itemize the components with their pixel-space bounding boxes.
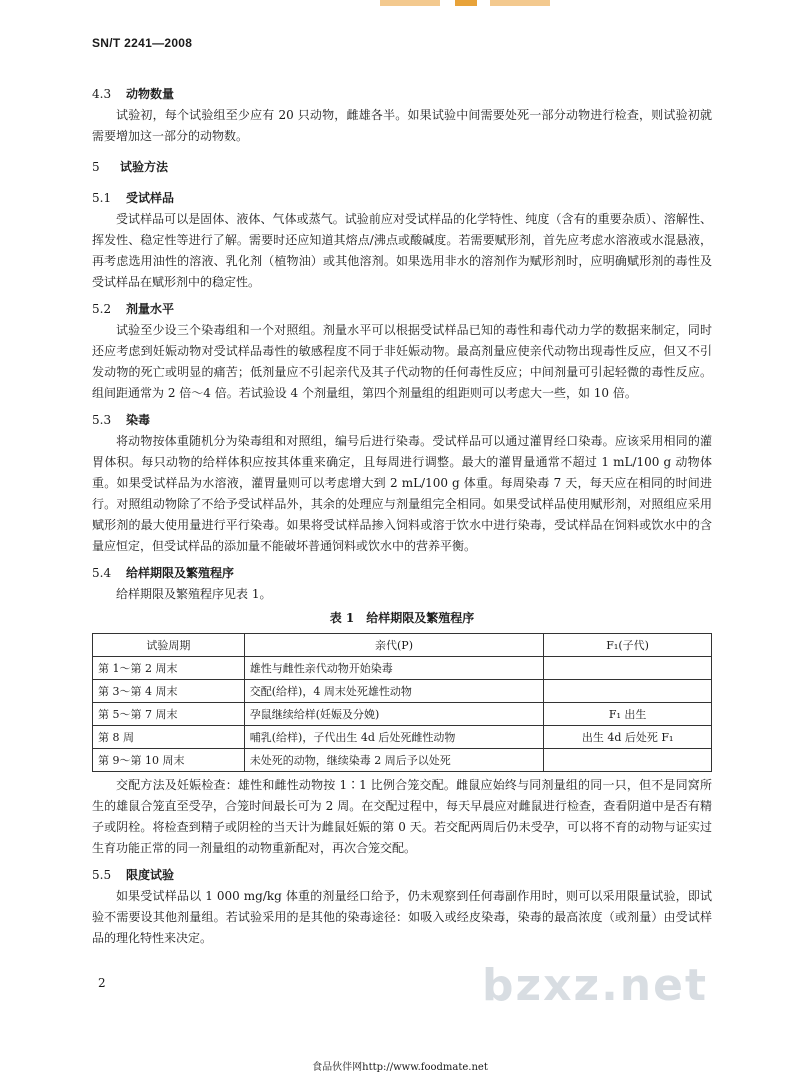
table-cell: [544, 680, 712, 703]
table-cell: 哺乳(给样)，子代出生 4d 后处死雌性动物: [244, 726, 543, 749]
heading-title: 给样期限及繁殖程序: [126, 566, 235, 580]
heading-5-3: [92, 410, 712, 431]
table-cell: 第 9～第 10 周末: [93, 749, 245, 772]
table-cell: 第 8 周: [93, 726, 245, 749]
table-cell: [544, 749, 712, 772]
heading-title: 剂量水平: [126, 302, 175, 316]
page-footer: 食品伙伴网http://www.foodmate.net: [312, 1062, 488, 1073]
table-row: [93, 726, 712, 749]
paragraph: 试验初，每个试验组至少应有 20 只动物，雌雄各半。如果试验中间需要处死一部分动物进行检查，则试验初就需要增加这一部分的动物数。: [92, 108, 712, 143]
table-header-cell: 亲代(P): [244, 634, 543, 657]
table-cell: 交配(给样)，4 周末处死雄性动物: [244, 680, 543, 703]
heading-5: [92, 157, 712, 178]
table-caption: 表 1 给样期限及繁殖程序: [329, 611, 475, 625]
table-cell: 第 1～第 2 周末: [93, 657, 245, 680]
document-id: SN/T 2241—2008: [92, 36, 193, 50]
table-row: [93, 749, 712, 772]
table-cell: 雄性与雌性亲代动物开始染毒: [244, 657, 543, 680]
watermark: bzxz.net: [482, 960, 709, 1011]
table-cell: 未处死的动物，继续染毒 2 周后予以处死: [244, 749, 543, 772]
page-body: [92, 84, 712, 949]
table-row: [93, 703, 712, 726]
heading-5-5: [92, 865, 712, 886]
heading-title: 限度试验: [126, 868, 175, 882]
paragraph: 给样期限及繁殖程序见表 1。: [116, 587, 272, 601]
heading-number: 5.1: [92, 191, 112, 205]
heading-number: 5.5: [92, 868, 112, 882]
heading-5-1: [92, 188, 712, 209]
table-cell: 第 3～第 4 周末: [93, 680, 245, 703]
top-color-bar: [380, 0, 550, 6]
table-cell: 出生 4d 后处死 F₁: [544, 726, 712, 749]
paragraph: 受试样品可以是固体、液体、气体或蒸气。试验前应对受试样品的化学特性、纯度（含有的重要杂质）、溶解性、挥发性、稳定性等进行了解。需要时还应知道其熔点/沸点或酸碱度。若需要赋形剂，首先应考虑水溶液或水混悬液，再考虑选用油性的溶液、乳化剂（植物油）或其他溶剂。如果选用非水的溶剂作为赋形剂时，应明确赋形剂的毒性及受试样品在赋形剂中的稳定性。: [92, 212, 712, 289]
table-header-cell: F₁(子代): [544, 634, 712, 657]
heading-5-4: [92, 563, 712, 584]
paragraph: 交配方法及妊娠检查：雄性和雌性动物按 1∶1 比例合笼交配。雌鼠应始终与同剂量组的同一只，但不是同窝所生的雄鼠合笼直至受孕，合笼时间最长可为 2 周。在交配过程中，每天早晨应对雌鼠进行检查，查看阴道中是否有精子或阴栓。将检查到精子或阴栓的当天计为雌鼠妊娠的第 0 天。若交配两周后仍未受孕，可以将不育的动物与证实过生育功能正常的同一剂量组的动物重新配对，再次合笼交配。: [92, 778, 712, 855]
page-number: 2: [98, 976, 106, 990]
heading-title: 动物数量: [126, 87, 175, 101]
top-bar-segment-accent: [455, 0, 477, 6]
table-cell: [544, 657, 712, 680]
heading-number: 5.2: [92, 302, 112, 316]
top-bar-segment-right: [490, 0, 550, 6]
table-row: [93, 657, 712, 680]
heading-title: 染毒: [126, 413, 151, 427]
paragraph: 试验至少设三个染毒组和一个对照组。剂量水平可以根据受试样品已知的毒性和毒代动力学的数据来制定，同时还应考虑到妊娠动物对受试样品毒性的敏感程度不同于非妊娠动物。最高剂量应使亲代动物出现毒性反应，但又不引发动物的死亡或明显的痛苦；低剂量应不引起亲代及其子代动物的任何毒性反应；中间剂量可引起轻微的毒性反应。组间距通常为 2 倍～4 倍。若试验设 4 个剂量组，第四个剂量组的组距则可以考虑大一些，如 10 倍。: [92, 323, 712, 400]
table-cell: 第 5～第 7 周末: [93, 703, 245, 726]
heading-title: 受试样品: [126, 191, 175, 205]
paragraph: 将动物按体重随机分为染毒组和对照组，编号后进行染毒。受试样品可以通过灌胃经口染毒。应该采用相同的灌胃体积。每只动物的给样体积应按其体重来确定，且每周进行调整。最大的灌胃量通常不超过 1 mL/100 g 动物体重。如果受试样品为水溶液，灌胃量则可以考虑增大到 2 mL/100 g 体重。每周染毒 7 天，每天应在相同的时间进行。对照组动物除了不给予受试样品外，其余的处理应与剂量组完全相同。如果受试样品使用赋形剂，对照组应采用赋形剂的最大使用量进行平行染毒。如果将受试样品掺入饲料或溶于饮水中进行染毒，受试样品在饲料或饮水中的含量应恒定，但受试样品的添加量不能破坏普通饲料或饮水中的营养平衡。: [92, 434, 712, 553]
schedule-table: [92, 633, 712, 772]
table-header-cell: 试验周期: [93, 634, 245, 657]
table-header-row: [93, 634, 712, 657]
paragraph: 如果受试样品以 1 000 mg/kg 体重的剂量经口给予，仍未观察到任何毒副作用时，则可以采用限量试验，即试验不需要设其他剂量组。若试验采用的是其他的染毒途径：如吸入或经皮染毒，染毒的最高浓度（或剂量）由受试样品的理化特性来决定。: [92, 889, 712, 945]
heading-number: 5.3: [92, 413, 112, 427]
heading-number: 5: [92, 160, 100, 174]
heading-number: 5.4: [92, 566, 112, 580]
heading-5-2: [92, 299, 712, 320]
table-cell: 孕鼠继续给样(妊娠及分娩): [244, 703, 543, 726]
table-row: [93, 680, 712, 703]
heading-number: 4.3: [92, 87, 112, 101]
table-cell: F₁ 出生: [544, 703, 712, 726]
top-bar-segment-left: [380, 0, 440, 6]
heading-4-3: [92, 84, 712, 105]
heading-title: 试验方法: [120, 160, 169, 174]
